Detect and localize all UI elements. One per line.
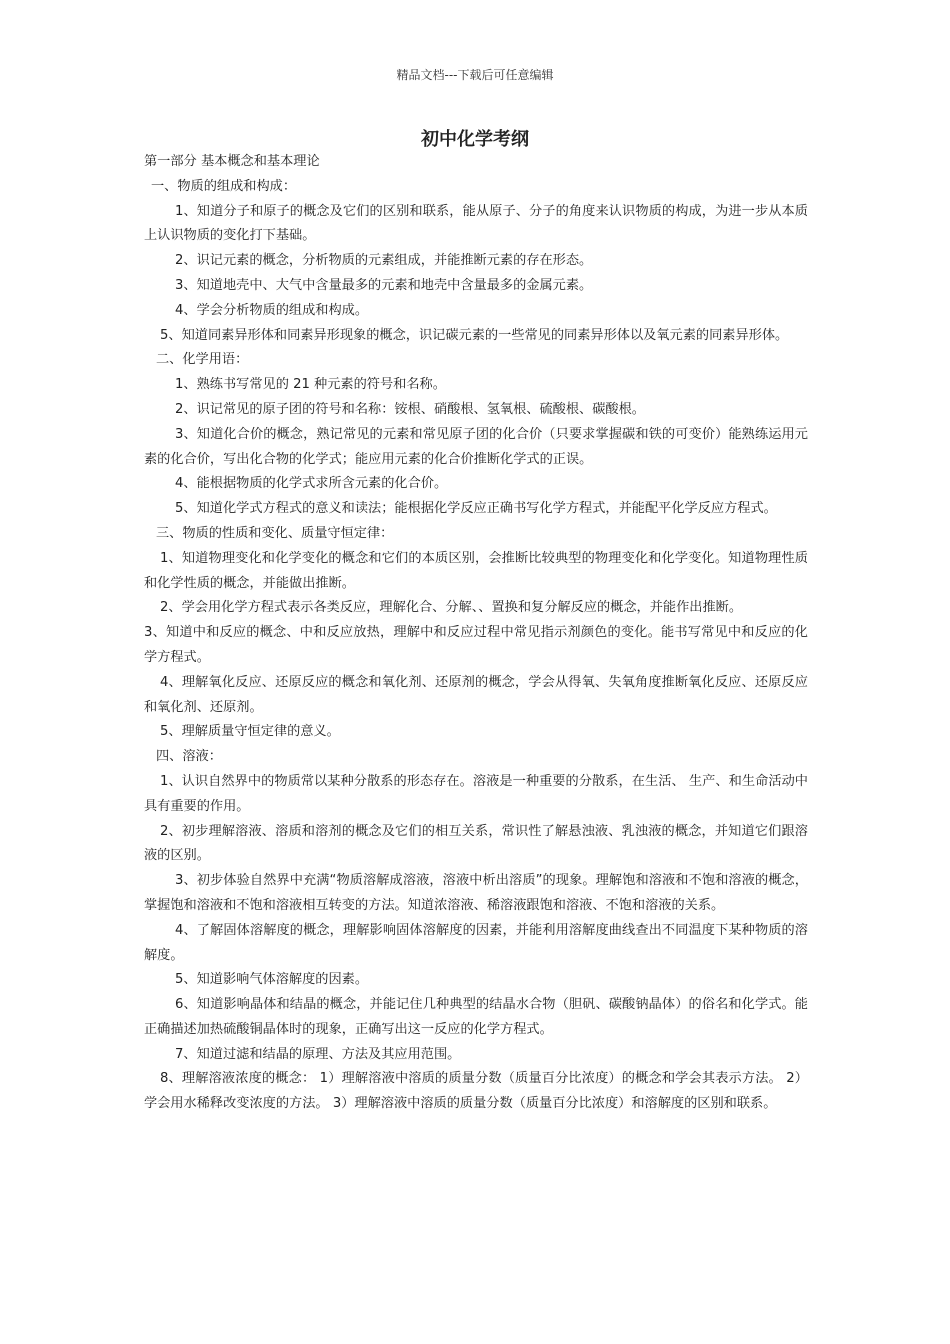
paragraph: 2、初步理解溶液、溶质和溶剂的概念及它们的相互关系，常识性了解悬浊液、乳浊液的概念，并知道它们跟溶液的区别。 <box>144 823 808 864</box>
paragraph: 4、理解氧化反应、还原反应的概念和氧化剂、还原剂的概念，学会从得氧、失氧角度推断氧化反应、还原反应和氧化剂、还原剂。 <box>144 674 808 715</box>
paragraph: 三、物质的性质和变化、质量守恒定律： <box>156 525 394 541</box>
paragraph: 3、知道地壳中、大气中含量最多的元素和地壳中含量最多的金属元素。 <box>175 277 593 293</box>
page-header-note: 精品文档---下载后可任意编辑 <box>396 68 554 82</box>
paragraph: 7、知道过滤和结晶的原理、方法及其应用范围。 <box>175 1046 461 1062</box>
paragraph: 四、溶液： <box>156 749 222 765</box>
paragraph: 3、初步体验自然界中充满“物质溶解成溶液，溶液中析出溶质”的现象。理解饱和溶液和不饱和溶液的概念，掌握饱和溶液和不饱和溶液相互转变的方法。知道浓溶液、稀溶液跟饱和溶液、不饱和溶液的关系。 <box>144 873 808 913</box>
paragraph: 1、知道分子和原子的概念及它们的区别和联系，能从原子、分子的角度来认识物质的构成，为进一步从本质上认识物质的变化打下基础。 <box>144 203 808 244</box>
paragraph: 5、知道同素异形体和同素异形现象的概念，识记碳元素的一些常见的同素异形体以及氧元素的同素异形体。 <box>160 327 789 343</box>
paragraph: 4、学会分析物质的组成和构成。 <box>175 302 369 318</box>
paragraph: 第一部分 基本概念和基本理论 <box>144 154 320 169</box>
paragraph: 1、认识自然界中的物质常以某种分散系的形态存在。溶液是一种重要的分散系，在生活、 生产、和生命活动中具有重要的作用。 <box>144 773 808 814</box>
paragraph: 2、识记常见的原子团的符号和名称：铵根、硝酸根、氢氧根、硫酸根、碳酸根。 <box>175 401 645 417</box>
paragraph: 6、知道影响晶体和结晶的概念，并能记住几种典型的结晶水合物（胆矾、碳酸钠晶体）的俗名和化学式。能正确描述加热硫酸铜晶体时的现象，正确写出这一反应的化学方程式。 <box>144 997 808 1037</box>
paragraph: 3、知道中和反应的概念、中和反应放热，理解中和反应过程中常见指示剂颜色的变化。能书写常见中和反应的化学方程式。 <box>144 625 808 665</box>
paragraph: 4、了解固体溶解度的概念，理解影响固体溶解度的因素，并能利用溶解度曲线查出不同温度下某种物质的溶解度。 <box>144 922 808 963</box>
paragraph: 1、熟练书写常见的 21 种元素的符号和名称。 <box>175 377 446 393</box>
document-title: 初中化学考纲 <box>421 129 529 150</box>
paragraph: 5、理解质量守恒定律的意义。 <box>160 724 340 740</box>
paragraph: 一、物质的组成和构成： <box>151 178 297 194</box>
paragraph: 2、识记元素的概念，分析物质的元素组成，并能推断元素的存在形态。 <box>175 253 593 269</box>
paragraph: 5、知道影响气体溶解度的因素。 <box>175 972 369 988</box>
paragraph: 1、知道物理变化和化学变化的概念和它们的本质区别，会推断比较典型的物理变化和化学变化。知道物理性质和化学性质的概念，并能做出推断。 <box>144 550 808 591</box>
paragraph: 2、学会用化学方程式表示各类反应，理解化合、分解、、置换和复分解反应的概念，并能作出推断。 <box>160 600 743 616</box>
paragraph: 4、能根据物质的化学式求所含元素的化合价。 <box>175 476 448 492</box>
paragraph: 8、理解溶液浓度的概念： 1）理解溶液中溶质的质量分数（质量百分比浓度）的概念和学会其表示方法。 2）学会用水稀释改变浓度的方法。 3）理解溶液中溶质的质量分数（质量百分比浓度）和溶解度的区别和联系。 <box>144 1071 808 1112</box>
paragraph: 二、化学用语： <box>156 352 249 368</box>
paragraph: 3、知道化合价的概念，熟记常见的元素和常见原子团的化合价（只要求掌握碳和铁的可变价）能熟练运用元素的化合价，写出化合物的化学式；能应用元素的化合价推断化学式的正误。 <box>144 426 808 467</box>
document-body <box>144 150 808 1117</box>
paragraph: 5、知道化学式方程式的意义和读法；能根据化学反应正确书写化学方程式，并能配平化学反应方程式。 <box>175 501 777 517</box>
